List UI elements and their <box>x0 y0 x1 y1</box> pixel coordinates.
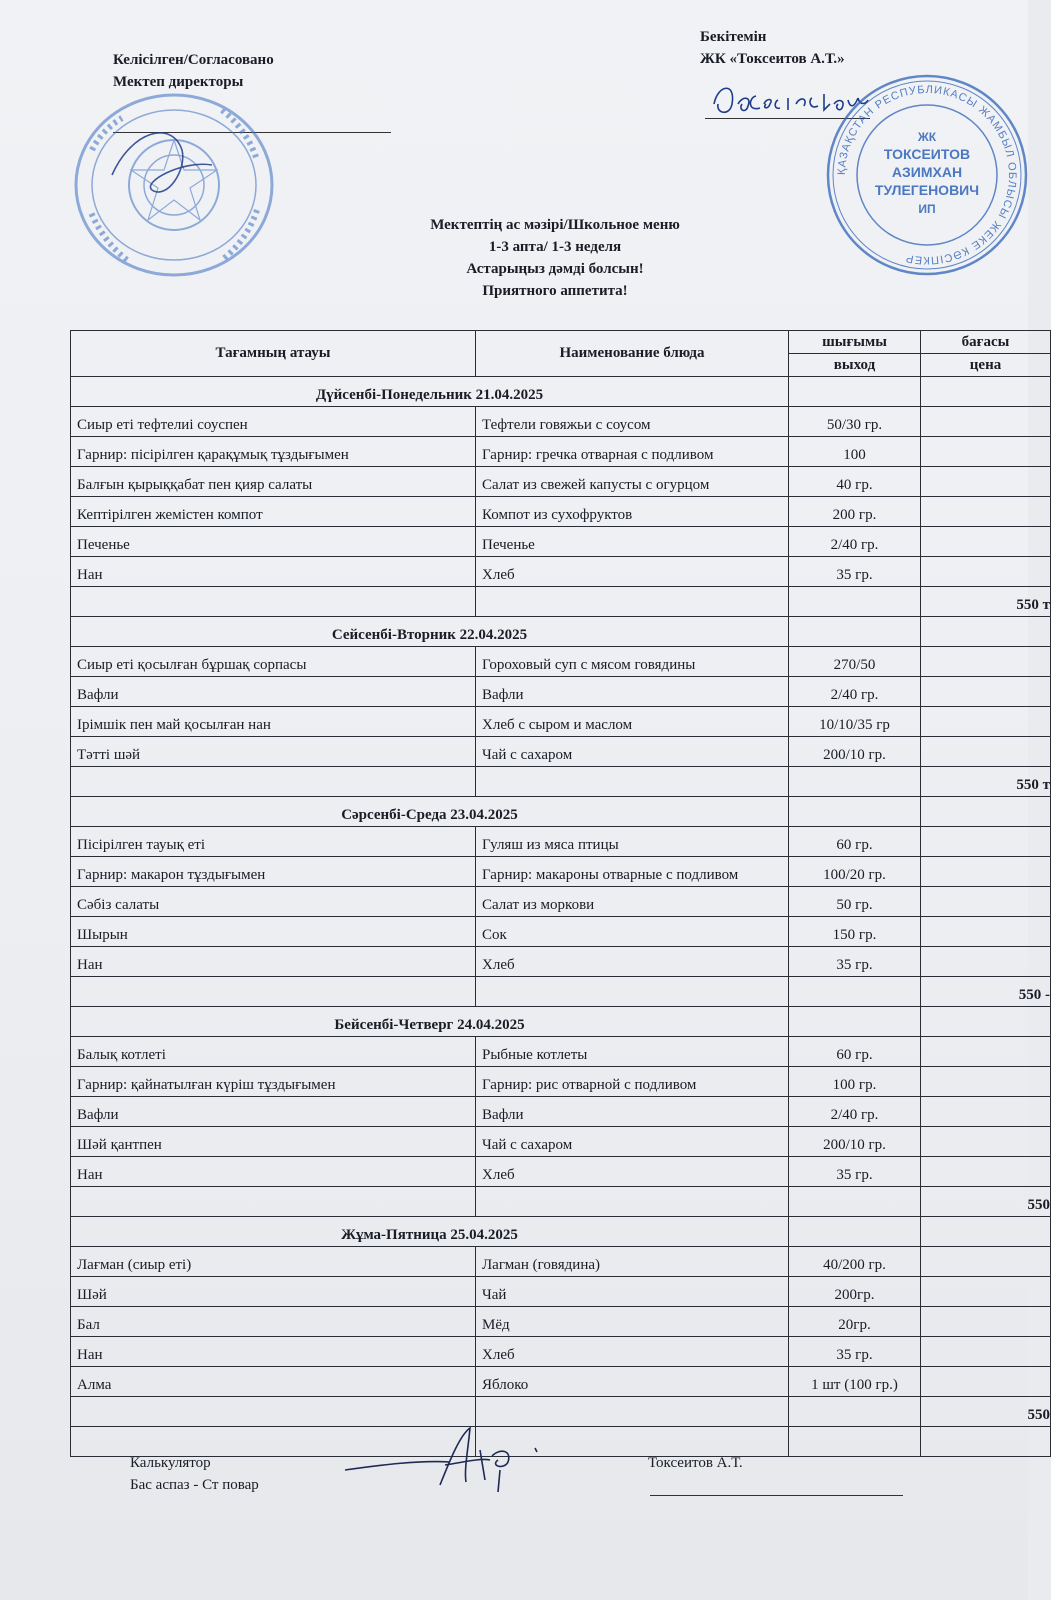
agreed-block <box>113 49 274 93</box>
dish-price <box>921 947 1051 977</box>
empty-cell <box>476 1187 789 1217</box>
table-row <box>71 647 1051 677</box>
day-total-row <box>71 1397 1051 1427</box>
dish-price <box>921 917 1051 947</box>
dish-name-ru: Хлеб с сыром и маслом <box>476 707 789 737</box>
table-row <box>71 1307 1051 1337</box>
dish-price <box>921 707 1051 737</box>
ip-seal-stamp <box>825 73 1030 278</box>
dish-name-ru: Чай с сахаром <box>476 737 789 767</box>
seal-line-4: ТУЛЕГЕНОВИЧ <box>874 182 980 198</box>
empty-cell <box>789 1187 921 1217</box>
empty-cell <box>71 977 476 1007</box>
dish-output: 100 гр. <box>789 1067 921 1097</box>
dish-output: 35 гр. <box>789 1157 921 1187</box>
day-header-row <box>71 1007 1051 1037</box>
dish-price <box>921 497 1051 527</box>
dish-output: 60 гр. <box>789 1037 921 1067</box>
table-row <box>71 707 1051 737</box>
day-total-row <box>71 587 1051 617</box>
day-total-price: 550 <box>921 1397 1051 1427</box>
table-row <box>71 947 1051 977</box>
dish-name-kz: Вафли <box>71 1097 476 1127</box>
dish-price <box>921 1277 1051 1307</box>
day-total-row <box>71 767 1051 797</box>
menu-title <box>360 214 750 302</box>
table-row <box>71 917 1051 947</box>
dish-name-ru: Хлеб <box>476 947 789 977</box>
dish-output: 50 гр. <box>789 887 921 917</box>
col-header-kz: Тағамның атауы <box>71 331 476 377</box>
dish-price <box>921 1367 1051 1397</box>
dish-name-kz: Нан <box>71 557 476 587</box>
dish-name-ru: Лагман (говядина) <box>476 1247 789 1277</box>
dish-name-kz: Сиыр еті қосылған бұршақ сорпасы <box>71 647 476 677</box>
day-total-price: 550 - <box>921 977 1051 1007</box>
school-seal-stamp <box>72 90 277 280</box>
chef-signature-icon <box>340 1420 540 1495</box>
empty-cell <box>921 797 1051 827</box>
dish-name-kz: Гарнир: пісірілген қарақұмық тұздығымен <box>71 437 476 467</box>
table-row <box>71 1277 1051 1307</box>
empty-cell <box>789 1007 921 1037</box>
empty-cell <box>789 767 921 797</box>
title-line-4: Приятного аппетита! <box>482 283 628 299</box>
table-row <box>71 437 1051 467</box>
seal-ring-text: ҚАЗАҚСТАН РЕСПУБЛИКАСЫ ЖАМБЫЛ ОБЛЫСЫ ЖЕКЕ КӘСІПКЕР <box>835 83 1019 267</box>
dish-output: 2/40 гр. <box>789 1097 921 1127</box>
dish-output: 200/10 гр. <box>789 1127 921 1157</box>
dish-name-ru: Яблоко <box>476 1367 789 1397</box>
table-row <box>71 1157 1051 1187</box>
calculator-label: Калькулятор <box>130 1455 211 1471</box>
school-director-label: Мектеп директоры <box>113 74 244 90</box>
empty-cell <box>921 377 1051 407</box>
title-line-3: Астарыңыз дәмді болсын! <box>466 261 644 277</box>
day-title: Сейсенбі-Вторник 22.04.2025 <box>71 617 789 647</box>
dish-price <box>921 887 1051 917</box>
table-row <box>71 557 1051 587</box>
dish-output: 35 гр. <box>789 557 921 587</box>
dish-name-kz: Лағман (сиыр еті) <box>71 1247 476 1277</box>
dish-output: 60 гр. <box>789 827 921 857</box>
seal-line-3: АЗИМХАН <box>891 164 963 180</box>
dish-output: 100 <box>789 437 921 467</box>
empty-cell <box>921 1217 1051 1247</box>
table-row <box>71 1337 1051 1367</box>
dish-name-kz: Нан <box>71 1157 476 1187</box>
day-header-row <box>71 377 1051 407</box>
approved-title: Бекітемін <box>700 29 767 45</box>
dish-price <box>921 1037 1051 1067</box>
title-line-1: Мектептің ас мәзірі/Школьное меню <box>430 217 680 233</box>
dish-name-kz: Гарнир: макарон тұздығымен <box>71 857 476 887</box>
table-row <box>71 467 1051 497</box>
dish-name-kz: Гарнир: қайнатылған күріш тұздығымен <box>71 1067 476 1097</box>
dish-price <box>921 467 1051 497</box>
dish-output: 270/50 <box>789 647 921 677</box>
day-header-row <box>71 797 1051 827</box>
day-total-price: 550 т <box>921 587 1051 617</box>
empty-cell <box>789 1427 921 1457</box>
dish-name-ru: Хлеб <box>476 557 789 587</box>
day-header-row <box>71 617 1051 647</box>
dish-name-kz: Ірімшік пен май қосылған нан <box>71 707 476 737</box>
col-header-ru: Наименование блюда <box>476 331 789 377</box>
dish-price <box>921 737 1051 767</box>
col-header-output-kz: шығымы <box>789 331 921 354</box>
seal-line-5: ИП <box>918 202 936 216</box>
dish-output: 2/40 гр. <box>789 677 921 707</box>
dish-name-ru: Рыбные котлеты <box>476 1037 789 1067</box>
dish-price <box>921 1127 1051 1157</box>
day-title: Сәрсенбі-Среда 23.04.2025 <box>71 797 789 827</box>
empty-cell <box>789 1217 921 1247</box>
table-row <box>71 677 1051 707</box>
empty-cell <box>71 1187 476 1217</box>
table-row <box>71 527 1051 557</box>
table-row <box>71 1367 1051 1397</box>
empty-cell <box>789 977 921 1007</box>
empty-cell <box>921 1007 1051 1037</box>
cook-role <box>130 1452 259 1496</box>
chef-signature-line <box>650 1495 903 1496</box>
dish-name-kz: Нан <box>71 1337 476 1367</box>
empty-cell <box>921 1427 1051 1457</box>
dish-name-kz: Шәй <box>71 1277 476 1307</box>
dish-name-kz: Тәтті шәй <box>71 737 476 767</box>
day-total-row <box>71 1187 1051 1217</box>
chef-label: Бас аспаз - Ст повар <box>130 1477 259 1493</box>
table-row <box>71 1067 1051 1097</box>
dish-output: 200гр. <box>789 1277 921 1307</box>
dish-name-kz: Нан <box>71 947 476 977</box>
dish-name-ru: Компот из сухофруктов <box>476 497 789 527</box>
dish-name-ru: Вафли <box>476 677 789 707</box>
menu-table <box>70 330 1051 1457</box>
dish-name-ru: Гарнир: гречка отварная с подливом <box>476 437 789 467</box>
menu-body <box>71 377 1051 1457</box>
approved-block <box>700 26 845 70</box>
dish-name-kz: Балғын қырыққабат пен қияр салаты <box>71 467 476 497</box>
dish-output: 1 шт (100 гр.) <box>789 1367 921 1397</box>
col-header-price-ru: цена <box>921 354 1051 377</box>
empty-cell <box>921 617 1051 647</box>
day-total-price: 550 <box>921 1187 1051 1217</box>
dish-price <box>921 1097 1051 1127</box>
table-row <box>71 887 1051 917</box>
chef-name: Токсеитов А.Т. <box>648 1455 743 1471</box>
dish-name-kz: Алма <box>71 1367 476 1397</box>
dish-price <box>921 407 1051 437</box>
col-header-output-ru: выход <box>789 354 921 377</box>
dish-name-kz: Балық котлеті <box>71 1037 476 1067</box>
dish-price <box>921 1337 1051 1367</box>
dish-name-ru: Вафли <box>476 1097 789 1127</box>
dish-name-ru: Гороховый суп с мясом говядины <box>476 647 789 677</box>
dish-name-ru: Печенье <box>476 527 789 557</box>
dish-name-kz: Печенье <box>71 527 476 557</box>
dish-name-ru: Мёд <box>476 1307 789 1337</box>
empty-cell <box>71 767 476 797</box>
table-row <box>71 857 1051 887</box>
agreed-title: Келісілген/Согласовано <box>113 52 274 68</box>
dish-name-ru: Гуляш из мяса птицы <box>476 827 789 857</box>
dish-name-ru: Хлеб <box>476 1337 789 1367</box>
dish-name-ru: Хлеб <box>476 1157 789 1187</box>
dish-price <box>921 677 1051 707</box>
dish-name-ru: Гарнир: макароны отварные с подливом <box>476 857 789 887</box>
dish-output: 40/200 гр. <box>789 1247 921 1277</box>
dish-price <box>921 527 1051 557</box>
empty-cell <box>789 377 921 407</box>
table-row <box>71 827 1051 857</box>
dish-output: 20гр. <box>789 1307 921 1337</box>
dish-output: 40 гр. <box>789 467 921 497</box>
dish-output: 35 гр. <box>789 947 921 977</box>
empty-cell <box>71 587 476 617</box>
dish-output: 100/20 гр. <box>789 857 921 887</box>
dish-output: 50/30 гр. <box>789 407 921 437</box>
dish-output: 200/10 гр. <box>789 737 921 767</box>
empty-cell <box>476 767 789 797</box>
day-total-price: 550 т <box>921 767 1051 797</box>
col-header-price-kz: бағасы <box>921 331 1051 354</box>
seal-line-1: ЖК <box>917 130 937 144</box>
table-row <box>71 1127 1051 1157</box>
dish-price <box>921 827 1051 857</box>
dish-output: 35 гр. <box>789 1337 921 1367</box>
dish-name-kz: Шәй қантпен <box>71 1127 476 1157</box>
ip-name-label: ЖК «Токсеитов А.Т.» <box>700 51 845 67</box>
empty-cell <box>476 977 789 1007</box>
day-header-row <box>71 1217 1051 1247</box>
dish-output: 2/40 гр. <box>789 527 921 557</box>
empty-cell <box>476 587 789 617</box>
table-row <box>71 1247 1051 1277</box>
table-row <box>71 1097 1051 1127</box>
empty-cell <box>789 617 921 647</box>
day-title: Дүйсенбі-Понедельник 21.04.2025 <box>71 377 789 407</box>
dish-price <box>921 437 1051 467</box>
dish-name-ru: Чай <box>476 1277 789 1307</box>
dish-name-kz: Пісірілген тауық еті <box>71 827 476 857</box>
table-row <box>71 497 1051 527</box>
dish-name-kz: Бал <box>71 1307 476 1337</box>
dish-name-ru: Гарнир: рис отварной с подливом <box>476 1067 789 1097</box>
empty-cell <box>789 1397 921 1427</box>
dish-price <box>921 1247 1051 1277</box>
dish-output: 10/10/35 гр <box>789 707 921 737</box>
dish-price <box>921 1157 1051 1187</box>
dish-name-kz: Вафли <box>71 677 476 707</box>
empty-cell <box>789 587 921 617</box>
table-row <box>71 1037 1051 1067</box>
seal-line-2: ТОКСЕИТОВ <box>883 146 971 162</box>
title-line-2: 1-3 апта/ 1-3 неделя <box>488 239 622 255</box>
dish-name-ru: Чай с сахаром <box>476 1127 789 1157</box>
dish-name-ru: Тефтели говяжьи с соусом <box>476 407 789 437</box>
table-row <box>71 737 1051 767</box>
dish-name-kz: Шырын <box>71 917 476 947</box>
dish-name-ru: Салат из моркови <box>476 887 789 917</box>
dish-output: 150 гр. <box>789 917 921 947</box>
dish-name-kz: Сиыр еті тефтелиі соуспен <box>71 407 476 437</box>
dish-price <box>921 557 1051 587</box>
dish-name-kz: Сәбіз салаты <box>71 887 476 917</box>
dish-price <box>921 1067 1051 1097</box>
dish-price <box>921 647 1051 677</box>
table-row <box>71 407 1051 437</box>
day-total-row <box>71 977 1051 1007</box>
empty-cell <box>789 797 921 827</box>
dish-name-ru: Сок <box>476 917 789 947</box>
dish-name-kz: Кептірілген жемістен компот <box>71 497 476 527</box>
dish-price <box>921 1307 1051 1337</box>
day-title: Бейсенбі-Четверг 24.04.2025 <box>71 1007 789 1037</box>
dish-name-ru: Салат из свежей капусты с огурцом <box>476 467 789 497</box>
dish-output: 200 гр. <box>789 497 921 527</box>
dish-price <box>921 857 1051 887</box>
day-title: Жұма-Пятница 25.04.2025 <box>71 1217 789 1247</box>
